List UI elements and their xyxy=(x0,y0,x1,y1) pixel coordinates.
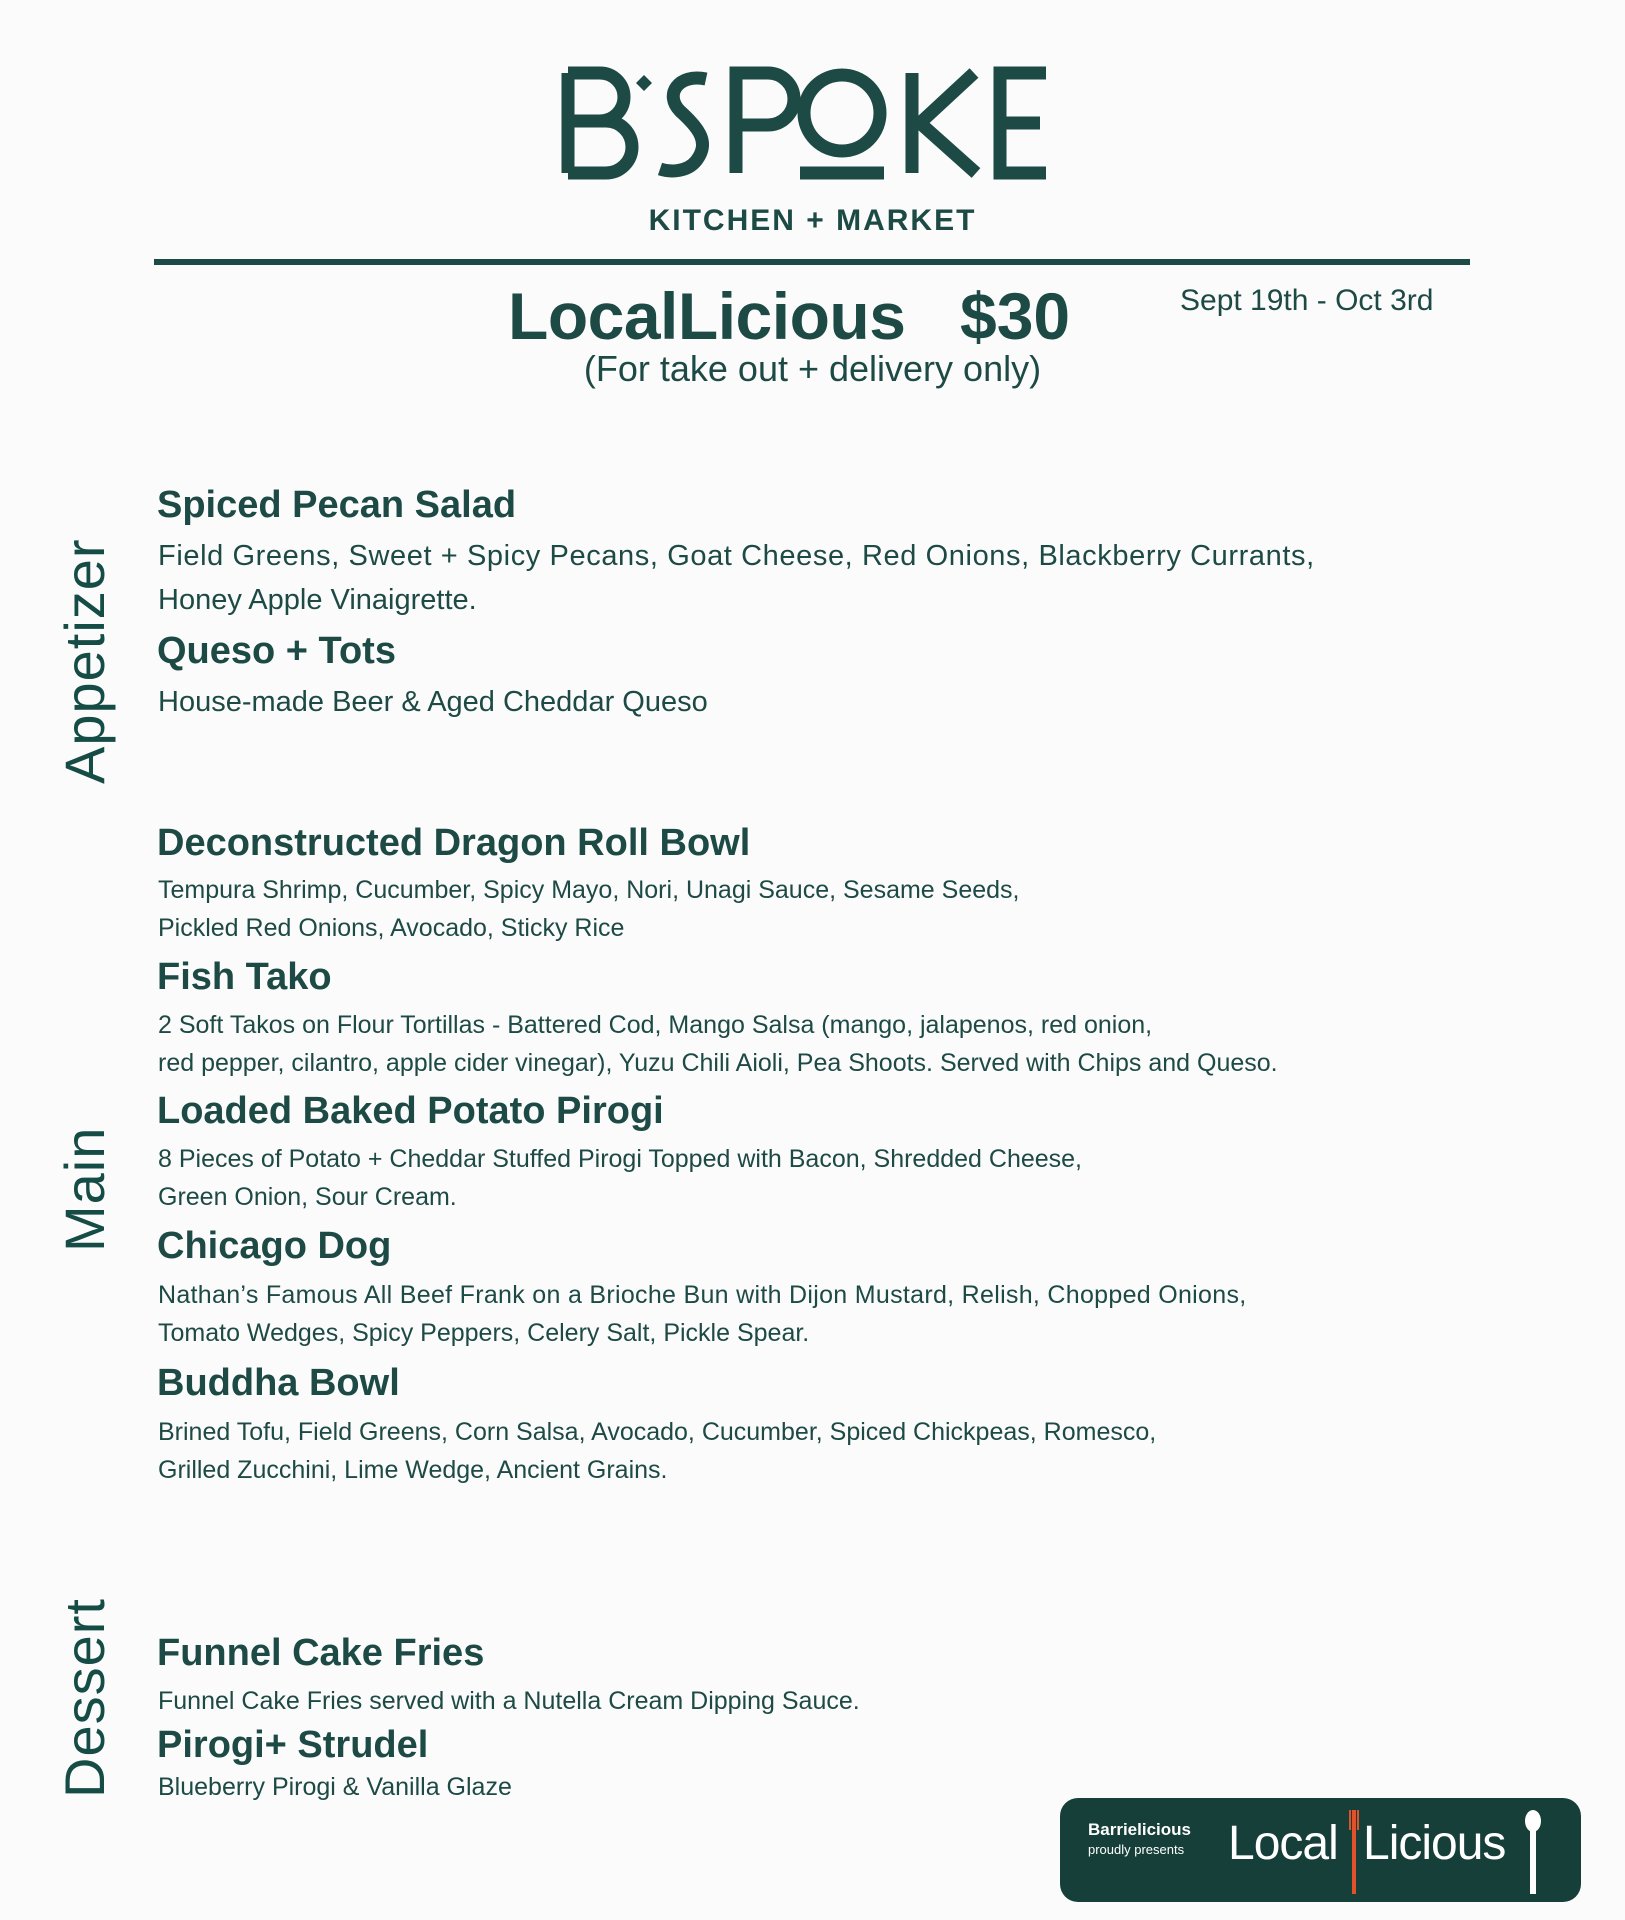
promo-dates: Sept 19th - Oct 3rd xyxy=(1180,284,1434,317)
header-divider xyxy=(154,259,1470,265)
badge-word-licious: Licious xyxy=(1363,1817,1506,1870)
menu-item-name: Spiced Pecan Salad xyxy=(157,484,517,526)
promo-subtitle: (For take out + delivery only) xyxy=(583,348,1042,389)
menu-item-desc: House-made Beer & Aged Cheddar Queso xyxy=(158,686,708,718)
spoon-icon xyxy=(1522,1810,1544,1894)
bspoke-logo xyxy=(560,65,1050,185)
menu-item-name: Pirogi+ Strudel xyxy=(157,1724,429,1766)
menu-item-desc: 8 Pieces of Potato + Cheddar Stuffed Pirogi Topped with Bacon, Shredded Cheese, Green Onion, Sour Cream. xyxy=(158,1145,1082,1211)
menu-item-name: Funnel Cake Fries xyxy=(157,1632,485,1674)
menu-item-desc: Field Greens, Sweet + Spicy Pecans, Goat Cheese, Red Onions, Blackberry Currants, Honey Apple Vinaigrette. xyxy=(158,540,1315,616)
menu-item-name: Loaded Baked Potato Pirogi xyxy=(157,1090,664,1132)
menu-item-name: Deconstructed Dragon Roll Bowl xyxy=(157,822,751,864)
menu-item-name: Queso + Tots xyxy=(157,630,396,672)
menu-item-name: Fish Tako xyxy=(157,956,332,998)
menu-item-desc: Tempura Shrimp, Cucumber, Spicy Mayo, Nori, Unagi Sauce, Sesame Seeds, Pickled Red Onions, Avocado, Sticky Rice xyxy=(158,876,1020,942)
section-label-main: Main xyxy=(53,1126,116,1252)
locallicious-badge xyxy=(1060,1798,1581,1902)
menu-item-desc: Blueberry Pirogi & Vanilla Glaze xyxy=(158,1773,512,1801)
menu-item-desc: 2 Soft Takos on Flour Tortillas - Battered Cod, Mango Salsa (mango, jalapenos, red onion, red pepper, cilantro, apple cider vinegar), Yuzu Chili Aioli, Pea Shoots. Served with Chips and Queso. xyxy=(158,1011,1278,1077)
promo-price: $30 xyxy=(960,279,1071,353)
menu-item-desc: Nathan’s Famous All Beef Frank on a Brioche Bun with Dijon Mustard, Relish, Chopped Onions, Tomato Wedges, Spicy Peppers, Celery Salt, Pickle Spear. xyxy=(158,1281,1247,1347)
menu-item-desc: Brined Tofu, Field Greens, Corn Salsa, Avocado, Cucumber, Spiced Chickpeas, Romesco, Grilled Zucchini, Lime Wedge, Ancient Grains. xyxy=(158,1418,1157,1484)
badge-word-local: Local xyxy=(1228,1817,1338,1870)
brand-tagline: KITCHEN + MARKET xyxy=(648,204,977,237)
fork-icon xyxy=(1347,1810,1361,1894)
promo-title: LocalLicious xyxy=(508,279,906,353)
menu-item-desc: Funnel Cake Fries served with a Nutella Cream Dipping Sauce. xyxy=(158,1687,860,1715)
section-label-appetizer: Appetizer xyxy=(53,538,116,784)
badge-presenter: Barrielicious proudly presents xyxy=(1088,1820,1191,1857)
menu-item-name: Buddha Bowl xyxy=(157,1362,400,1404)
section-label-dessert: Dessert xyxy=(53,1598,116,1798)
menu-item-name: Chicago Dog xyxy=(157,1225,392,1267)
